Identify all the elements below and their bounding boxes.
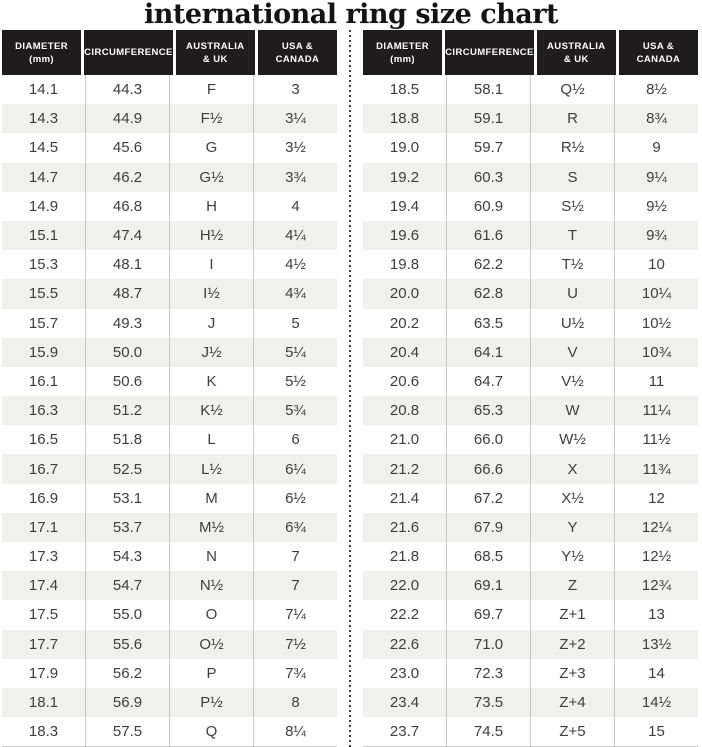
table-cell-circumference: 62.2 (447, 250, 531, 279)
table-row (363, 484, 698, 513)
table-cell-australia-uk: O (170, 600, 254, 629)
table-cell-diameter-mm: 17.4 (2, 571, 86, 600)
table-row (363, 659, 698, 688)
table-cell-diameter-mm: 21.8 (363, 542, 447, 571)
table-row (363, 192, 698, 221)
column-header-line: AUSTRALIA (186, 40, 245, 52)
table-cell-circumference: 72.3 (447, 659, 531, 688)
table-cell-australia-uk: Y (531, 513, 615, 542)
table-cell-circumference: 57.5 (86, 717, 170, 746)
table-cell-usa-canada: 12½ (641, 548, 672, 566)
column-header-circumference (445, 30, 537, 75)
table-cell-circumference: 67.9 (447, 513, 531, 542)
table-cell-circumference: 69.1 (447, 571, 531, 600)
table-cell-usa-canada: 6¾ (285, 518, 306, 536)
table-cell-usa-canada: 3½ (285, 139, 306, 157)
table-cell-usa-canada: 11½ (642, 431, 671, 449)
table-cell-australia-uk: L (170, 425, 254, 454)
table-row (2, 396, 337, 425)
column-header-usa-canada (619, 30, 698, 75)
table-cell-australia-uk: J (170, 309, 254, 338)
table-row (2, 513, 337, 542)
table-cell-diameter-mm: 21.2 (363, 454, 447, 483)
table-cell-usa-canada: 5¼ (285, 343, 306, 361)
table-cell-diameter-mm: 20.2 (363, 309, 447, 338)
table-row (363, 717, 698, 746)
table-cell-circumference: 48.7 (86, 279, 170, 308)
table-cell-usa-canada: 10¼ (641, 285, 672, 303)
table-cell-australia-uk: W (531, 396, 615, 425)
table-cell-diameter-mm: 17.7 (2, 630, 86, 659)
table-cell-diameter-mm: 23.7 (363, 717, 447, 746)
table-cell-australia-uk: G (170, 133, 254, 162)
table-cell-australia-uk: J½ (170, 338, 254, 367)
table-cell-australia-uk: N½ (170, 571, 254, 600)
column-header-circumference (84, 30, 176, 75)
table-cell-circumference: 47.4 (86, 221, 170, 250)
table-row (363, 163, 698, 192)
table-cell-circumference: 60.3 (447, 163, 531, 192)
table-cell-circumference: 66.0 (447, 425, 531, 454)
column-header-line: & UK (563, 53, 589, 65)
table-cell-diameter-mm: 17.1 (2, 513, 86, 542)
table-cell-diameter-mm: 18.5 (363, 75, 447, 104)
table-row (363, 279, 698, 308)
table-cell-diameter-mm: 19.6 (363, 221, 447, 250)
table-cell-australia-uk: U (531, 279, 615, 308)
table-row (363, 513, 698, 542)
ring-size-table-right (363, 30, 698, 747)
table-cell-usa-canada: 14 (648, 664, 665, 682)
table-cell-circumference: 68.5 (447, 542, 531, 571)
column-header-line: (mm) (390, 53, 415, 65)
table-cell-usa-canada: 9 (652, 139, 661, 157)
table-row (2, 279, 337, 308)
table-cell-australia-uk: Z (531, 571, 615, 600)
table-cell-australia-uk: H (170, 192, 254, 221)
column-header-line: AUSTRALIA (547, 40, 606, 52)
table-cell-circumference: 60.9 (447, 192, 531, 221)
table-row (2, 133, 337, 162)
table-cell-circumference: 71.0 (447, 630, 531, 659)
table-cell-circumference: 45.6 (86, 133, 170, 162)
table-cell-usa-canada: 12¾ (641, 577, 672, 595)
table-cell-diameter-mm: 21.6 (363, 513, 447, 542)
table-cell-diameter-mm: 18.3 (2, 717, 86, 746)
table-cell-australia-uk: G½ (170, 163, 254, 192)
table-cell-diameter-mm: 15.5 (2, 279, 86, 308)
table-cell-australia-uk: S (531, 163, 615, 192)
table-cell-circumference: 48.1 (86, 250, 170, 279)
table-cell-australia-uk: Z+1 (531, 600, 615, 629)
table-row (2, 630, 337, 659)
table-cell-diameter-mm: 18.8 (363, 104, 447, 133)
table-cell-australia-uk: T½ (531, 250, 615, 279)
table-cell-circumference: 56.2 (86, 659, 170, 688)
column-header-line: CIRCUMFERENCE (84, 47, 173, 58)
table-cell-diameter-mm: 16.3 (2, 396, 86, 425)
table-row (363, 133, 698, 162)
table-cell-diameter-mm: 22.0 (363, 571, 447, 600)
table-cell-usa-canada: 8¾ (646, 110, 667, 128)
table-row (363, 75, 698, 104)
table-row (363, 396, 698, 425)
table-cell-diameter-mm: 15.1 (2, 221, 86, 250)
table-cell-usa-canada: 8 (291, 694, 300, 712)
table-cell-usa-canada: 8½ (646, 81, 667, 99)
table-cell-australia-uk: O½ (170, 630, 254, 659)
table-cell-usa-canada: 4¼ (285, 227, 306, 245)
table-row (363, 600, 698, 629)
table-cell-diameter-mm: 16.1 (2, 367, 86, 396)
table-row (2, 542, 337, 571)
table-header-row (2, 30, 337, 75)
table-cell-australia-uk: U½ (531, 309, 615, 338)
table-cell-australia-uk: L½ (170, 454, 254, 483)
table-cell-australia-uk: M½ (170, 513, 254, 542)
table-cell-circumference: 50.0 (86, 338, 170, 367)
table-cell-australia-uk: X½ (531, 484, 615, 513)
table-cell-usa-canada: 7 (291, 577, 300, 595)
tables-container (0, 30, 702, 747)
table-row (363, 571, 698, 600)
table-cell-usa-canada: 7 (291, 548, 300, 566)
table-cell-usa-canada: 5½ (285, 372, 306, 390)
table-row (2, 484, 337, 513)
table-row (2, 163, 337, 192)
table-cell-diameter-mm: 20.8 (363, 396, 447, 425)
table-cell-usa-canada: 12¼ (641, 518, 672, 536)
table-cell-circumference: 61.6 (447, 221, 531, 250)
table-cell-australia-uk: H½ (170, 221, 254, 250)
table-cell-circumference: 50.6 (86, 367, 170, 396)
table-row (2, 192, 337, 221)
page-title: international ring size chart (144, 0, 558, 30)
table-row (363, 104, 698, 133)
table-cell-australia-uk: F (170, 75, 254, 104)
table-row (363, 542, 698, 571)
table-cell-usa-canada: 9½ (646, 197, 667, 215)
table-cell-diameter-mm: 14.3 (2, 104, 86, 133)
table-cell-circumference: 62.8 (447, 279, 531, 308)
table-cell-australia-uk: S½ (531, 192, 615, 221)
column-header-diameter-mm (2, 30, 84, 75)
column-header-australia-uk (537, 30, 619, 75)
column-header-line: & UK (202, 53, 228, 65)
table-cell-usa-canada: 7½ (285, 635, 306, 653)
table-row (2, 454, 337, 483)
table-row (2, 104, 337, 133)
table-cell-circumference: 54.7 (86, 571, 170, 600)
table-cell-diameter-mm: 15.3 (2, 250, 86, 279)
table-row (363, 338, 698, 367)
table-cell-circumference: 52.5 (86, 454, 170, 483)
table-cell-australia-uk: V½ (531, 367, 615, 396)
table-cell-australia-uk: Z+2 (531, 630, 615, 659)
table-cell-circumference: 49.3 (86, 309, 170, 338)
table-cell-usa-canada: 5 (291, 314, 300, 332)
table-cell-usa-canada: 10½ (641, 314, 672, 332)
table-cell-circumference: 59.1 (447, 104, 531, 133)
table-row (2, 309, 337, 338)
table-cell-circumference: 69.7 (447, 600, 531, 629)
table-cell-usa-canada: 11¼ (642, 402, 671, 420)
table-row (363, 688, 698, 717)
table-cell-circumference: 74.5 (447, 717, 531, 746)
table-cell-usa-canada: 3 (291, 81, 300, 99)
table-row (363, 367, 698, 396)
table-cell-circumference: 55.0 (86, 600, 170, 629)
table-row (2, 221, 337, 250)
table-cell-circumference: 46.8 (86, 192, 170, 221)
table-cell-circumference: 67.2 (447, 484, 531, 513)
table-gap (337, 30, 363, 747)
table-row (363, 250, 698, 279)
table-cell-australia-uk: K (170, 367, 254, 396)
table-cell-circumference: 64.7 (447, 367, 531, 396)
column-header-diameter-mm (363, 30, 445, 75)
table-row (2, 571, 337, 600)
table-cell-australia-uk: R (531, 104, 615, 133)
table-cell-diameter-mm: 16.5 (2, 425, 86, 454)
table-cell-diameter-mm: 21.0 (363, 425, 447, 454)
table-row (2, 338, 337, 367)
table-cell-australia-uk: Z+3 (531, 659, 615, 688)
table-cell-diameter-mm: 14.7 (2, 163, 86, 192)
table-row (2, 75, 337, 104)
table-cell-circumference: 58.1 (447, 75, 531, 104)
table-cell-circumference: 46.2 (86, 163, 170, 192)
table-cell-diameter-mm: 20.0 (363, 279, 447, 308)
table-cell-australia-uk: Q½ (531, 75, 615, 104)
table-cell-australia-uk: Z+4 (531, 688, 615, 717)
table-cell-diameter-mm: 20.6 (363, 367, 447, 396)
table-cell-diameter-mm: 15.7 (2, 309, 86, 338)
table-cell-circumference: 44.3 (86, 75, 170, 104)
column-header-line: DIAMETER (376, 40, 429, 52)
table-cell-diameter-mm: 23.4 (363, 688, 447, 717)
table-cell-diameter-mm: 17.5 (2, 600, 86, 629)
table-cell-diameter-mm: 17.9 (2, 659, 86, 688)
column-header-line: CANADA (275, 53, 320, 65)
table-cell-circumference: 56.9 (86, 688, 170, 717)
table-cell-usa-canada: 10¾ (641, 343, 672, 361)
table-cell-circumference: 64.1 (447, 338, 531, 367)
table-cell-circumference: 51.2 (86, 396, 170, 425)
table-cell-usa-canada: 7¼ (285, 606, 306, 624)
table-row (2, 250, 337, 279)
table-cell-diameter-mm: 19.4 (363, 192, 447, 221)
table-cell-australia-uk: Q (170, 717, 254, 746)
table-cell-diameter-mm: 14.5 (2, 133, 86, 162)
table-cell-australia-uk: Y½ (531, 542, 615, 571)
table-cell-australia-uk: P (170, 659, 254, 688)
table-cell-diameter-mm: 22.6 (363, 630, 447, 659)
column-header-australia-uk (176, 30, 258, 75)
table-row (2, 600, 337, 629)
table-cell-circumference: 59.7 (447, 133, 531, 162)
table-cell-diameter-mm: 21.4 (363, 484, 447, 513)
table-row (363, 425, 698, 454)
column-header-line: CIRCUMFERENCE (445, 47, 534, 58)
table-row (363, 309, 698, 338)
table-cell-diameter-mm: 16.9 (2, 484, 86, 513)
table-cell-circumference: 51.8 (86, 425, 170, 454)
table-cell-diameter-mm: 23.0 (363, 659, 447, 688)
table-cell-australia-uk: K½ (170, 396, 254, 425)
table-cell-australia-uk: W½ (531, 425, 615, 454)
column-header-line: DIAMETER (15, 40, 68, 52)
table-row (2, 688, 337, 717)
table-cell-circumference: 73.5 (447, 688, 531, 717)
table-cell-diameter-mm: 22.2 (363, 600, 447, 629)
table-cell-circumference: 66.6 (447, 454, 531, 483)
table-cell-circumference: 65.3 (447, 396, 531, 425)
table-cell-usa-canada: 7¾ (285, 664, 306, 682)
table-cell-usa-canada: 4¾ (285, 285, 306, 303)
table-row (363, 630, 698, 659)
table-cell-usa-canada: 13½ (641, 635, 672, 653)
column-header-line: USA & (281, 40, 314, 52)
table-cell-diameter-mm: 16.7 (2, 454, 86, 483)
table-cell-usa-canada: 4 (291, 197, 300, 215)
column-header-line: CANADA (636, 53, 681, 65)
table-row (2, 425, 337, 454)
table-cell-australia-uk: M (170, 484, 254, 513)
table-row (2, 717, 337, 746)
table-cell-usa-canada: 8¼ (285, 723, 306, 741)
table-cell-usa-canada: 14½ (641, 694, 672, 712)
table-cell-circumference: 44.9 (86, 104, 170, 133)
table-cell-diameter-mm: 14.1 (2, 75, 86, 104)
table-cell-australia-uk: Z+5 (531, 717, 615, 746)
table-cell-australia-uk: I½ (170, 279, 254, 308)
table-cell-usa-canada: 15 (648, 723, 665, 741)
table-cell-australia-uk: V (531, 338, 615, 367)
table-cell-diameter-mm: 19.0 (363, 133, 447, 162)
table-cell-usa-canada: 13 (648, 606, 665, 624)
table-cell-australia-uk: R½ (531, 133, 615, 162)
table-row (363, 221, 698, 250)
table-cell-usa-canada: 10 (648, 256, 665, 274)
table-cell-diameter-mm: 17.3 (2, 542, 86, 571)
table-cell-circumference: 53.1 (86, 484, 170, 513)
table-cell-diameter-mm: 15.9 (2, 338, 86, 367)
table-cell-circumference: 54.3 (86, 542, 170, 571)
table-cell-usa-canada: 4½ (285, 256, 306, 274)
table-cell-usa-canada: 3¾ (285, 168, 306, 186)
table-cell-diameter-mm: 18.1 (2, 688, 86, 717)
table-cell-usa-canada: 6¼ (285, 460, 306, 478)
table-header-row (363, 30, 698, 75)
table-cell-circumference: 53.7 (86, 513, 170, 542)
table-cell-usa-canada: 9¼ (646, 168, 667, 186)
table-cell-usa-canada: 6 (291, 431, 300, 449)
column-header-usa-canada (258, 30, 337, 75)
table-cell-diameter-mm: 20.4 (363, 338, 447, 367)
table-cell-usa-canada: 5¾ (285, 402, 306, 420)
dotted-divider-line (349, 30, 351, 747)
column-header-line: USA & (642, 40, 675, 52)
table-cell-diameter-mm: 14.9 (2, 192, 86, 221)
table-cell-australia-uk: P½ (170, 688, 254, 717)
table-cell-circumference: 63.5 (447, 309, 531, 338)
table-cell-australia-uk: F½ (170, 104, 254, 133)
table-row (2, 367, 337, 396)
table-cell-australia-uk: I (170, 250, 254, 279)
table-cell-diameter-mm: 19.8 (363, 250, 447, 279)
table-cell-usa-canada: 9¾ (646, 227, 667, 245)
table-cell-australia-uk: N (170, 542, 254, 571)
table-cell-usa-canada: 3¼ (285, 110, 306, 128)
table-cell-diameter-mm: 19.2 (363, 163, 447, 192)
table-cell-australia-uk: T (531, 221, 615, 250)
table-row (2, 659, 337, 688)
table-cell-australia-uk: X (531, 454, 615, 483)
table-cell-usa-canada: 12 (648, 489, 665, 507)
table-row (363, 454, 698, 483)
table-cell-usa-canada: 11 (648, 372, 665, 390)
ring-size-table-left (2, 30, 337, 747)
table-cell-usa-canada: 6½ (285, 489, 306, 507)
column-header-line: (mm) (29, 53, 54, 65)
table-cell-circumference: 55.6 (86, 630, 170, 659)
table-cell-usa-canada: 11¾ (642, 460, 671, 478)
